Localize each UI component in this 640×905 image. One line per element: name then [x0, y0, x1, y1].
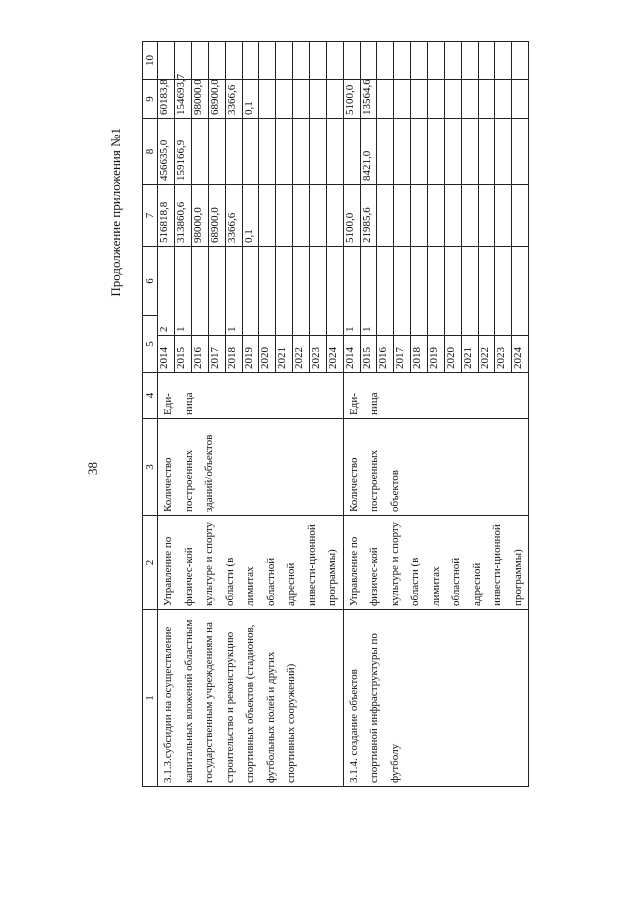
- executor-cell: Управление по физичес-кой культуре и спорту области (в лимитах областной адресной инвести-ционной программы): [343, 516, 529, 610]
- column-number: 8: [143, 119, 158, 185]
- value-cell-7: [478, 119, 495, 185]
- year-cell: 2016: [191, 336, 208, 373]
- value-cell-6: [394, 185, 411, 247]
- indicator-cell: Количество построенных зданий/объектов: [158, 419, 344, 516]
- value-cell-9: [512, 42, 529, 80]
- value-cell-7: [377, 119, 394, 185]
- column-number: 9: [143, 80, 158, 119]
- value-cell-7: 159166,9: [175, 119, 192, 185]
- indicator-cell: Количество построенных объектов: [343, 419, 529, 516]
- value-cell-8: [326, 80, 343, 119]
- column-number: 5: [143, 316, 158, 373]
- value-cell-5: [394, 247, 411, 336]
- value-cell-9: [242, 42, 259, 80]
- value-cell-8: 0,1: [242, 80, 259, 119]
- value-cell-7: [411, 119, 428, 185]
- value-cell-7: [259, 119, 276, 185]
- column-number: 4: [143, 373, 158, 419]
- value-cell-9: [394, 42, 411, 80]
- value-cell-7: [293, 119, 310, 185]
- value-cell-7: [461, 119, 478, 185]
- value-cell-8: [444, 80, 461, 119]
- value-cell-6: 3366,6: [225, 185, 242, 247]
- column-number: 1: [143, 610, 158, 787]
- column-number: 7: [143, 185, 158, 247]
- value-cell-8: 13564,6: [360, 80, 377, 119]
- value-cell-7: [326, 119, 343, 185]
- measure-cell: 3.1.3.субсидии на осуществление капитальных вложений областным государственным учреждениям на строительство и реконструкцию спортивных объектов (стадионов, футбольных полей и других спортивных сооружений): [158, 610, 344, 787]
- value-cell-5: [444, 247, 461, 336]
- value-cell-9: [158, 42, 175, 80]
- value-cell-7: [191, 119, 208, 185]
- value-cell-7: [208, 119, 225, 185]
- value-cell-5: 1: [175, 247, 192, 336]
- value-cell-8: [495, 80, 512, 119]
- value-cell-6: 98000,0: [191, 185, 208, 247]
- value-cell-5: [242, 247, 259, 336]
- value-cell-6: 21985,6: [360, 185, 377, 247]
- year-cell: 2022: [293, 336, 310, 373]
- value-cell-6: [309, 185, 326, 247]
- measure-cell: 3.1.4. создание объектов спортивной инфраструктуры по футболу: [343, 610, 529, 787]
- value-cell-5: 2: [158, 247, 175, 336]
- value-cell-5: [293, 247, 310, 336]
- value-cell-5: [478, 247, 495, 336]
- value-cell-6: [512, 185, 529, 247]
- value-cell-8: 60183,8: [158, 80, 175, 119]
- executor-cell: Управление по физичес-кой культуре и спорту области (в лимитах областной адресной инвести-ционной программы): [158, 516, 344, 610]
- value-cell-5: [191, 247, 208, 336]
- year-cell: 2015: [360, 336, 377, 373]
- value-cell-6: [428, 185, 445, 247]
- value-cell-6: 0,1: [242, 185, 259, 247]
- value-cell-9: [495, 42, 512, 80]
- value-cell-5: [512, 247, 529, 336]
- value-cell-8: [411, 80, 428, 119]
- year-cell: 2019: [242, 336, 259, 373]
- value-cell-9: [259, 42, 276, 80]
- value-cell-8: [276, 80, 293, 119]
- value-cell-7: [444, 119, 461, 185]
- value-cell-8: [377, 80, 394, 119]
- unit-cell: Еди-ница: [158, 373, 344, 419]
- value-cell-9: [444, 42, 461, 80]
- column-number: 6: [143, 247, 158, 316]
- value-cell-9: [191, 42, 208, 80]
- continuation-heading: Продолжение приложения №1: [108, 128, 123, 297]
- value-cell-6: [444, 185, 461, 247]
- value-cell-8: [293, 80, 310, 119]
- year-cell: 2016: [377, 336, 394, 373]
- value-cell-7: [276, 119, 293, 185]
- value-cell-6: [495, 185, 512, 247]
- value-cell-7: 8421,0: [360, 119, 377, 185]
- value-cell-8: [309, 80, 326, 119]
- value-cell-6: [293, 185, 310, 247]
- table-row: [343, 42, 360, 787]
- year-cell: 2020: [444, 336, 461, 373]
- value-cell-5: [461, 247, 478, 336]
- year-cell: 2019: [428, 336, 445, 373]
- column-number-row: [143, 42, 158, 787]
- value-cell-7: 456635,0: [158, 119, 175, 185]
- value-cell-5: [428, 247, 445, 336]
- value-cell-5: 1: [225, 247, 242, 336]
- value-cell-9: [411, 42, 428, 80]
- column-number: 2: [143, 516, 158, 610]
- value-cell-8: 68900,0: [208, 80, 225, 119]
- year-cell: 2014: [158, 336, 175, 373]
- value-cell-8: [394, 80, 411, 119]
- value-cell-6: [326, 185, 343, 247]
- value-cell-6: [461, 185, 478, 247]
- year-cell: 2017: [394, 336, 411, 373]
- table-body: [158, 42, 529, 787]
- value-cell-6: [377, 185, 394, 247]
- year-cell: 2024: [512, 336, 529, 373]
- year-cell: 2018: [225, 336, 242, 373]
- value-cell-8: [259, 80, 276, 119]
- year-cell: 2020: [259, 336, 276, 373]
- value-cell-6: [478, 185, 495, 247]
- year-cell: 2023: [495, 336, 512, 373]
- year-cell: 2022: [478, 336, 495, 373]
- value-cell-7: [242, 119, 259, 185]
- value-cell-6: [276, 185, 293, 247]
- value-cell-7: [343, 119, 360, 185]
- value-cell-5: 1: [343, 247, 360, 336]
- value-cell-6: [411, 185, 428, 247]
- value-cell-6: 516818,8: [158, 185, 175, 247]
- value-cell-7: [512, 119, 529, 185]
- value-cell-7: [394, 119, 411, 185]
- value-cell-6: 5100,0: [343, 185, 360, 247]
- value-cell-8: 98000,0: [191, 80, 208, 119]
- year-cell: 2023: [309, 336, 326, 373]
- value-cell-8: 154693,7: [175, 80, 192, 119]
- value-cell-5: [208, 247, 225, 336]
- column-number: 3: [143, 419, 158, 516]
- value-cell-8: [512, 80, 529, 119]
- value-cell-9: [343, 42, 360, 80]
- value-cell-9: [478, 42, 495, 80]
- page-number: 38: [85, 462, 100, 475]
- year-cell: 2021: [461, 336, 478, 373]
- value-cell-8: [461, 80, 478, 119]
- value-cell-5: [377, 247, 394, 336]
- value-cell-6: [259, 185, 276, 247]
- value-cell-5: [326, 247, 343, 336]
- year-cell: 2024: [326, 336, 343, 373]
- value-cell-5: [495, 247, 512, 336]
- value-cell-8: 5100,0: [343, 80, 360, 119]
- value-cell-5: [309, 247, 326, 336]
- value-cell-9: [360, 42, 377, 80]
- value-cell-8: [428, 80, 445, 119]
- value-cell-5: 1: [360, 247, 377, 336]
- value-cell-9: [225, 42, 242, 80]
- value-cell-6: 68900,0: [208, 185, 225, 247]
- column-number: 10: [143, 42, 158, 80]
- year-cell: 2021: [276, 336, 293, 373]
- value-cell-7: [225, 119, 242, 185]
- value-cell-7: [309, 119, 326, 185]
- year-cell: 2014: [343, 336, 360, 373]
- value-cell-9: [276, 42, 293, 80]
- program-table: [142, 41, 529, 787]
- value-cell-8: [478, 80, 495, 119]
- value-cell-5: [411, 247, 428, 336]
- value-cell-8: 3366,6: [225, 80, 242, 119]
- year-cell: 2018: [411, 336, 428, 373]
- value-cell-5: [276, 247, 293, 336]
- year-cell: 2015: [175, 336, 192, 373]
- unit-cell: Еди-ница: [343, 373, 529, 419]
- value-cell-9: [208, 42, 225, 80]
- value-cell-9: [326, 42, 343, 80]
- value-cell-9: [461, 42, 478, 80]
- value-cell-5: [259, 247, 276, 336]
- table-row: [158, 42, 175, 787]
- value-cell-9: [309, 42, 326, 80]
- year-cell: 2017: [208, 336, 225, 373]
- value-cell-9: [377, 42, 394, 80]
- value-cell-7: [428, 119, 445, 185]
- value-cell-9: [428, 42, 445, 80]
- value-cell-9: [293, 42, 310, 80]
- value-cell-7: [495, 119, 512, 185]
- value-cell-6: 313860,6: [175, 185, 192, 247]
